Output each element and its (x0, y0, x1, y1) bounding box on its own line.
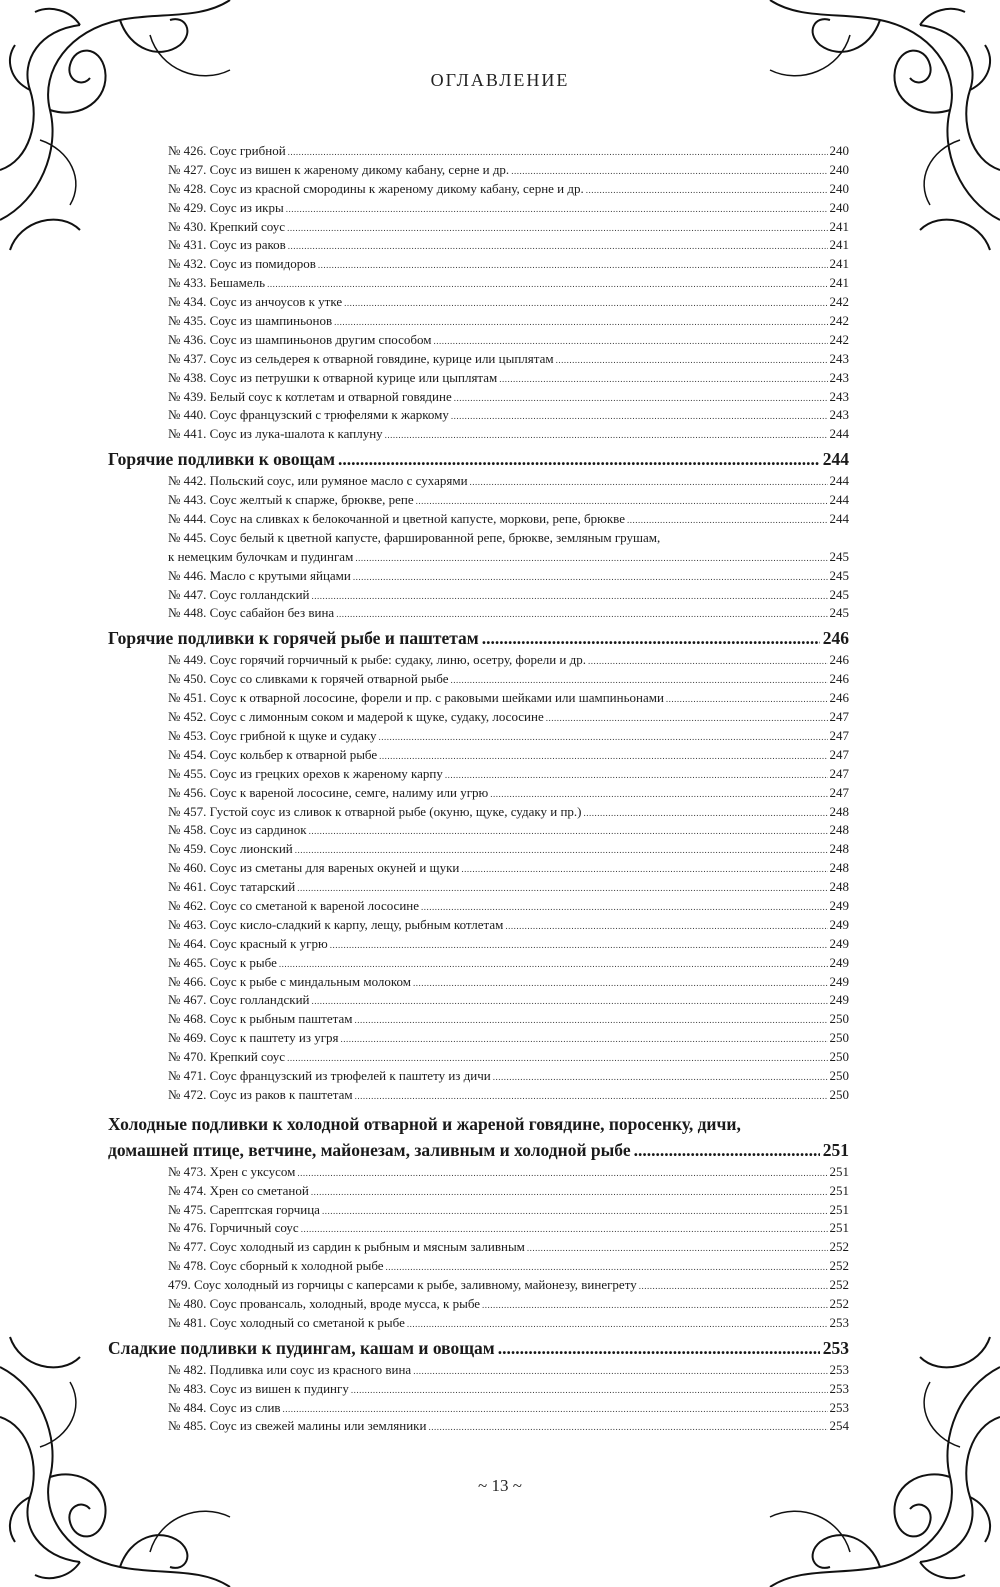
toc-entry-page: 243 (829, 369, 849, 385)
dot-leader (312, 992, 828, 1011)
toc-entry[interactable] (108, 1029, 849, 1048)
toc-entry[interactable] (108, 510, 849, 529)
toc-entry-title: № 429. Соус из икры (168, 199, 284, 215)
section-title-cont: домашней птице, ветчине, майонезам, заливным и холодной рыбе (108, 1139, 631, 1160)
dot-leader (482, 625, 820, 651)
toc-entry-title: № 482. Подливка или соус из красного вина (168, 1361, 412, 1377)
dot-leader (498, 1335, 820, 1361)
toc-entry-page: 248 (829, 803, 849, 819)
dot-leader (330, 936, 828, 955)
toc-entry-page: 245 (829, 605, 849, 621)
toc-entry-title: № 459. Соус лионский (168, 841, 293, 857)
dot-leader (287, 219, 827, 238)
toc-entry-title: № 451. Соус к отварной лососине, форели и пр. с раковыми шейками или шампиньонами (168, 690, 664, 706)
toc-entry-page: 247 (829, 709, 849, 725)
toc-entry-page: 249 (829, 973, 849, 989)
toc-entry-page: 247 (829, 784, 849, 800)
toc-entry[interactable] (108, 180, 849, 199)
toc-entry[interactable] (108, 1314, 849, 1333)
toc-entry[interactable] (108, 1086, 849, 1105)
toc-entry-title: № 466. Соус к рыбе с миндальным молоком (168, 973, 412, 989)
toc-entry-page: 247 (829, 727, 849, 743)
toc-entry-title: № 458. Соус из сардинок (168, 822, 307, 838)
toc-entry[interactable] (108, 406, 849, 425)
toc-entry-page: 248 (829, 879, 849, 895)
toc-entry[interactable] (108, 954, 849, 973)
dot-leader (511, 162, 827, 181)
dot-leader (279, 955, 828, 974)
dot-leader (286, 200, 828, 219)
dot-leader (407, 1315, 828, 1334)
toc-entry[interactable] (108, 350, 849, 369)
section-page: 244 (822, 449, 849, 470)
toc-entry-title: № 437. Соус из сельдерея к отварной говядине, курице или цыплятам (168, 350, 554, 366)
toc-entry[interactable] (108, 803, 849, 822)
toc-entry[interactable] (108, 1380, 849, 1399)
toc-entry-page: 247 (829, 765, 849, 781)
toc-entry[interactable] (108, 991, 849, 1010)
toc-entry[interactable] (108, 727, 849, 746)
toc-entry-title: № 436. Соус из шампиньонов другим способом (168, 331, 432, 347)
toc-entry-title: № 480. Соус провансаль, холодный, вроде мусса, к рыбе (168, 1295, 481, 1311)
dot-leader (546, 709, 828, 728)
dot-leader (445, 766, 828, 785)
dot-leader (336, 605, 827, 624)
toc-entry[interactable] (108, 1257, 849, 1276)
page-title: ОГЛАВЛЕНИЕ (430, 70, 570, 90)
toc-entry-page: 252 (829, 1295, 849, 1311)
dot-leader (341, 1030, 828, 1049)
toc-entry-page: 245 (829, 567, 849, 583)
toc-entry-page: 247 (829, 746, 849, 762)
dot-leader (450, 671, 827, 690)
toc-entry-page: 253 (829, 1399, 849, 1415)
toc-entry-page: 246 (829, 652, 849, 668)
dot-leader (312, 587, 828, 606)
toc-entry-page: 243 (829, 350, 849, 366)
dot-leader (353, 568, 828, 587)
toc-entry-page: 242 (829, 313, 849, 329)
toc-entry-page: 249 (829, 916, 849, 932)
toc-entry-page: 251 (829, 1163, 849, 1179)
toc-entry-title: № 447. Соус голландский (168, 586, 310, 602)
section-title: Сладкие подливки к пудингам, кашам и овощам (108, 1337, 495, 1358)
toc-entry-page: 248 (829, 822, 849, 838)
toc-entry-page: 242 (829, 294, 849, 310)
toc-entry-title: 479. Соус холодный из горчицы с каперсами к рыбе, заливному, майонезу, винегрету (168, 1277, 637, 1293)
dot-leader (499, 370, 827, 389)
toc-entry-title: № 456. Соус к вареной лососине, семге, налиму или угрю (168, 784, 489, 800)
toc-entry-title: № 455. Соус из грецких орехов к жареному карпу (168, 765, 443, 781)
dot-leader (421, 898, 827, 917)
toc-entry[interactable] (108, 255, 849, 274)
toc-entry-title: № 460. Соус из сметаны для вареных окуней и щуки (168, 860, 460, 876)
dot-leader (433, 332, 827, 351)
dot-leader (379, 728, 828, 747)
toc-entry-title: № 462. Соус со сметаной к вареной лососине (168, 897, 420, 913)
toc-entry-page: 243 (829, 388, 849, 404)
dot-leader (379, 747, 827, 766)
toc-entry-page: 250 (829, 1049, 849, 1065)
toc-entry-title: № 427. Соус из вишен к жареному дикому кабану, серне и др. (168, 161, 510, 177)
toc-entry-title: № 435. Соус из шампиньонов (168, 313, 333, 329)
toc-entry-title: № 444. Соус на сливках к белокочанной и цветной капусте, моркови, репе, брюкве (168, 511, 626, 527)
toc-entry[interactable] (108, 604, 849, 623)
dot-leader (309, 822, 828, 841)
toc-entry[interactable] (108, 1399, 849, 1418)
toc-entry-title: № 452. Соус с лимонным соком и мадерой к щуке, судаку, лососине (168, 709, 544, 725)
dot-leader (267, 275, 827, 294)
toc-entry-title: № 463. Соус кисло-сладкий к карпу, лещу, рыбным котлетам (168, 916, 504, 932)
toc-entry[interactable] (108, 859, 849, 878)
dot-leader (413, 1362, 827, 1381)
toc-entry[interactable] (108, 689, 849, 708)
toc-entry[interactable] (108, 1276, 849, 1295)
dot-leader (588, 652, 828, 671)
section-heading[interactable] (108, 1335, 849, 1361)
toc-entry[interactable] (108, 746, 849, 765)
dot-leader (493, 1068, 828, 1087)
toc-entry[interactable] (108, 369, 849, 388)
toc-entry[interactable] (108, 491, 849, 510)
toc-entry[interactable] (108, 784, 849, 803)
toc-entry-title: № 442. Польский соус, или румяное масло с сухарями (168, 473, 468, 489)
toc-entry-title: № 470. Крепкий соус (168, 1049, 286, 1065)
toc-entry-page: 248 (829, 841, 849, 857)
toc-entry-page: 250 (829, 1067, 849, 1083)
toc-entry-title: № 440. Соус французский с трюфелями к жаркому (168, 407, 449, 423)
section-title: Горячие подливки к овощам (108, 449, 336, 470)
dot-leader (283, 1400, 828, 1419)
toc-entry[interactable] (108, 973, 849, 992)
toc-entry[interactable] (108, 388, 849, 407)
dot-leader (297, 1164, 827, 1183)
toc-entry-page: 250 (829, 1011, 849, 1027)
dot-leader (287, 1049, 827, 1068)
toc-entry-page: 252 (829, 1239, 849, 1255)
toc-entry-title: № 484. Соус из слив (168, 1399, 281, 1415)
toc-entry[interactable] (108, 567, 849, 586)
toc-entry-page: 248 (829, 860, 849, 876)
toc-entry-title: № 438. Соус из петрушки к отварной курице или цыплятам (168, 369, 498, 385)
toc-entry[interactable] (108, 218, 849, 237)
toc-entry-title: № 439. Белый соус к котлетам и отварной говядине (168, 388, 452, 404)
toc-entry-title: № 485. Соус из свежей малины или земляники (168, 1418, 427, 1434)
toc-entry[interactable] (108, 312, 849, 331)
dot-leader (627, 511, 827, 530)
toc-entry[interactable] (108, 821, 849, 840)
toc-entry-title: № 450. Соус со сливками к горячей отварной рыбе (168, 671, 449, 687)
toc-entry-page: 244 (829, 473, 849, 489)
toc-entry-title: № 471. Соус французский из трюфелей к паштету из дичи (168, 1067, 491, 1083)
dot-leader (451, 407, 828, 426)
toc-entry[interactable] (108, 651, 849, 670)
toc-entry-title: № 454. Соус кольбер к отварной рыбе (168, 746, 378, 762)
dot-leader (556, 351, 828, 370)
toc-entry[interactable] (108, 1201, 849, 1220)
toc-entry-page: 243 (829, 407, 849, 423)
section-page: 253 (822, 1337, 849, 1358)
table-of-contents (108, 142, 849, 1436)
toc-entry-title: № 448. Соус сабайон без вина (168, 605, 335, 621)
toc-entry-page: 246 (829, 690, 849, 706)
toc-entry-title: № 443. Соус желтый к спарже, брюкве, репе (168, 492, 414, 508)
section-page: 246 (822, 628, 849, 649)
toc-entry[interactable] (108, 472, 849, 491)
toc-entry-page: 240 (829, 199, 849, 215)
toc-entry[interactable] (108, 1010, 849, 1029)
toc-entry-page: 241 (829, 275, 849, 291)
toc-entry[interactable] (108, 1219, 849, 1238)
toc-entry-page: 244 (829, 426, 849, 442)
dot-leader (413, 974, 827, 993)
toc-entry-title: № 472. Соус из раков к паштетам (168, 1086, 353, 1102)
dot-leader (505, 917, 827, 936)
dot-leader (318, 256, 828, 275)
dot-leader (428, 1418, 827, 1437)
toc-entry[interactable] (108, 1361, 849, 1380)
toc-entry-page: 241 (829, 237, 849, 253)
dot-leader (584, 804, 828, 823)
toc-entry[interactable] (108, 708, 849, 727)
dot-leader (385, 426, 828, 445)
dot-leader (311, 1183, 828, 1202)
toc-entry[interactable] (108, 1295, 849, 1314)
toc-entry-page: 240 (829, 180, 849, 196)
toc-entry-page: 244 (829, 511, 849, 527)
toc-entry[interactable] (108, 897, 849, 916)
toc-entry[interactable] (108, 586, 849, 605)
dot-leader (354, 1011, 827, 1030)
dot-leader (301, 1220, 828, 1239)
toc-entry-title: № 467. Соус голландский (168, 992, 310, 1008)
toc-entry-page: 245 (829, 586, 849, 602)
toc-entry[interactable] (108, 425, 849, 444)
dot-leader (355, 549, 827, 568)
toc-entry-title: № 465. Соус к рыбе (168, 954, 277, 970)
toc-entry[interactable] (108, 840, 849, 859)
toc-entry[interactable] (108, 670, 849, 689)
toc-entry-title: № 469. Соус к паштету из угря (168, 1030, 339, 1046)
dot-leader (490, 785, 827, 804)
toc-entry-title: № 476. Горчичный соус (168, 1220, 299, 1236)
toc-entry[interactable] (108, 142, 849, 161)
toc-entry-title: № 441. Соус из лука-шалота к каплуну (168, 426, 383, 442)
dot-leader (639, 1277, 828, 1296)
toc-entry-page: 250 (829, 1086, 849, 1102)
dot-leader (470, 473, 828, 492)
toc-entry-page: 240 (829, 161, 849, 177)
toc-entry-page: 251 (829, 1220, 849, 1236)
toc-entry[interactable] (108, 293, 849, 312)
dot-leader (386, 1258, 828, 1277)
toc-entry-page: 249 (829, 992, 849, 1008)
toc-entry[interactable] (108, 1182, 849, 1201)
toc-entry[interactable] (108, 765, 849, 784)
dot-leader (297, 879, 827, 898)
toc-entry-page: 249 (829, 935, 849, 951)
toc-entry-continuation (168, 548, 849, 567)
dot-leader (482, 1296, 827, 1315)
toc-entry[interactable] (108, 161, 849, 180)
dot-leader (288, 237, 828, 256)
toc-entry-multiline[interactable] (108, 529, 849, 567)
toc-entry-page: 253 (829, 1361, 849, 1377)
toc-entry-page: 240 (829, 143, 849, 158)
section-heading[interactable] (108, 446, 849, 472)
toc-entry[interactable] (108, 1048, 849, 1067)
toc-entry[interactable] (108, 916, 849, 935)
dot-leader (416, 492, 828, 511)
toc-entry-page: 251 (829, 1182, 849, 1198)
toc-entry[interactable] (108, 1238, 849, 1257)
toc-entry-page: 241 (829, 256, 849, 272)
toc-entry-title: № 478. Соус сборный к холодной рыбе (168, 1258, 384, 1274)
section-heading[interactable] (108, 625, 849, 651)
dot-leader (344, 294, 827, 313)
toc-entry-page: 251 (829, 1201, 849, 1217)
toc-entry-title: № 474. Хрен со сметаной (168, 1182, 309, 1198)
toc-entry-title: № 446. Масло с крутыми яйцами (168, 567, 351, 583)
dot-leader (454, 389, 828, 408)
toc-entry-title: № 433. Бешамель (168, 275, 266, 291)
toc-entry-title: № 481. Соус холодный со сметаной к рыбе (168, 1314, 405, 1330)
toc-entry[interactable] (108, 274, 849, 293)
dot-leader (586, 181, 828, 200)
toc-entry-title: № 461. Соус татарский (168, 879, 296, 895)
toc-entry-title: № 431. Соус из раков (168, 237, 286, 253)
toc-entry-title-cont: к немецким булочкам и пудингам (168, 548, 354, 564)
toc-entry-title: № 477. Соус холодный из сардин к рыбным и мясным заливным (168, 1239, 525, 1255)
toc-entry-title: № 457. Густой соус из сливок к отварной рыбе (окуню, щуке, судаку и пр.) (168, 803, 582, 819)
toc-entry-page: 253 (829, 1380, 849, 1396)
toc-entry[interactable] (108, 878, 849, 897)
toc-entry-page: 252 (829, 1277, 849, 1293)
toc-entry-title: № 432. Соус из помидоров (168, 256, 316, 272)
page-number: ~ 13 ~ (478, 1476, 522, 1495)
dot-leader (461, 860, 827, 879)
toc-entry-title: № 483. Соус из вишен к пудингу (168, 1380, 349, 1396)
dot-leader (338, 446, 820, 472)
section-page: 251 (822, 1139, 849, 1160)
dot-leader (322, 1202, 828, 1221)
toc-entry-page: 253 (829, 1314, 849, 1330)
toc-entry[interactable] (108, 199, 849, 218)
toc-entry-page: 254 (829, 1418, 849, 1434)
dot-leader (527, 1239, 828, 1258)
toc-entry[interactable] (108, 935, 849, 954)
toc-entry-title: № 475. Сарептская горчица (168, 1201, 320, 1217)
dot-leader (334, 313, 827, 332)
toc-entry-page: 250 (829, 1030, 849, 1046)
toc-entry[interactable] (108, 1417, 849, 1436)
toc-entry-title: № 464. Соус красный к угрю (168, 935, 328, 951)
section-title: Горячие подливки к горячей рыбе и паштетам (108, 628, 479, 649)
section-heading-continuation[interactable] (108, 1137, 849, 1163)
dot-leader (288, 143, 828, 162)
section-heading[interactable]: Холодные подливки к холодной отварной и жареной говядине, поросенку, дичи, (108, 1113, 741, 1134)
toc-entry[interactable] (108, 331, 849, 350)
toc-entry-title: № 426. Соус грибной (168, 143, 286, 158)
dot-leader (634, 1137, 820, 1163)
toc-entry-title: № 445. Соус белый к цветной капусте, фаршированной репе, брюкве, земляным грушам, (168, 529, 661, 545)
toc-entry-page: 252 (829, 1258, 849, 1274)
toc-entry-page: 241 (829, 218, 849, 234)
toc-entry-page: 244 (829, 492, 849, 508)
toc-entry-title: № 430. Крепкий соус (168, 218, 286, 234)
toc-entry-page: 249 (829, 897, 849, 913)
toc-entry-page: 249 (829, 954, 849, 970)
dot-leader (666, 690, 828, 709)
toc-entry-title: № 468. Соус к рыбным паштетам (168, 1011, 353, 1027)
toc-entry-page: 242 (829, 331, 849, 347)
toc-entry-page: 246 (829, 671, 849, 687)
toc-entry[interactable] (108, 1163, 849, 1182)
dot-leader (355, 1087, 828, 1106)
toc-entry[interactable] (108, 1067, 849, 1086)
toc-entry-title: № 473. Хрен с уксусом (168, 1163, 296, 1179)
toc-entry-title: № 434. Соус из анчоусов к утке (168, 294, 343, 310)
toc-entry-page: 245 (829, 548, 849, 564)
toc-entry-title: № 453. Соус грибной к щуке и судаку (168, 727, 377, 743)
dot-leader (295, 841, 828, 860)
toc-entry[interactable] (108, 236, 849, 255)
toc-entry-title: № 449. Соус горячий горчичный к рыбе: судаку, линю, осетру, форели и др. (168, 652, 586, 668)
toc-entry-title: № 428. Соус из красной смородины к жареному дикому кабану, серне и др. (168, 180, 584, 196)
dot-leader (351, 1381, 828, 1400)
